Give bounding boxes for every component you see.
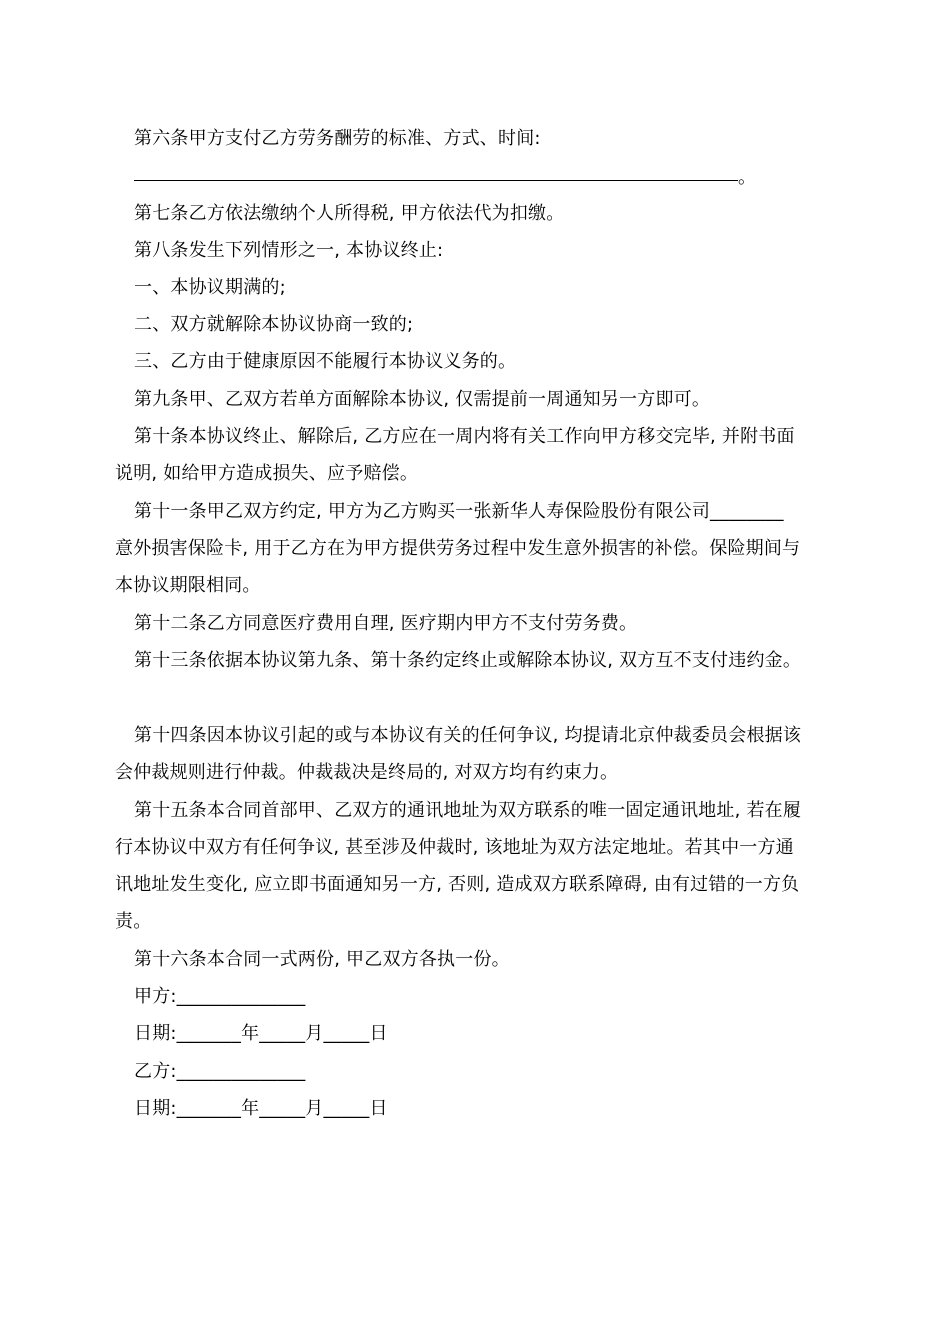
article-8-item-2: 二、双方就解除本协议协商一致的;	[134, 314, 414, 335]
party-b-date: 日期:_______年_____月_____日	[134, 1098, 388, 1119]
article-8-text: 第八条发生下列情形之一, 本协议终止:	[134, 240, 444, 261]
party-b-signature: 乙方:______________	[134, 1061, 306, 1082]
article-10-line-2: 说明, 如给甲方造成损失、应予赔偿。	[115, 463, 419, 484]
article-15-line-3: 讯地址发生变化, 应立即书面通知另一方, 否则, 造成双方联系障碍, 由有过错的一方负	[115, 874, 800, 895]
article-7-text: 第七条乙方依法缴纳个人所得税, 甲方依法代为扣缴。	[134, 203, 565, 224]
article-6-text: 第六条甲方支付乙方劳务酬劳的标准、方式、时间:	[134, 128, 541, 149]
article-15-line-1: 第十五条本合同首部甲、乙双方的通讯地址为双方联系的唯一固定通讯地址, 若在履	[134, 800, 802, 821]
article-16-text: 第十六条本合同一式两份, 甲乙双方各执一份。	[134, 949, 510, 970]
article-9-text: 第九条甲、乙双方若单方面解除本协议, 仅需提前一周通知另一方即可。	[134, 389, 711, 410]
article-10-line-1: 第十条本协议终止、解除后, 乙方应在一周内将有关工作向甲方移交完毕, 并附书面	[134, 426, 795, 447]
article-11-line-1: 第十一条甲乙双方约定, 甲方为乙方购买一张新华人寿保险股份有限公司________	[134, 501, 784, 522]
party-a-signature: 甲方:______________	[134, 986, 306, 1007]
fill-in-blank-line	[134, 180, 738, 181]
article-11-line-2: 意外损害保险卡, 用于乙方在为甲方提供劳务过程中发生意外损害的补偿。保险期间与	[115, 538, 801, 559]
party-a-date: 日期:_______年_____月_____日	[134, 1023, 388, 1044]
article-13-text: 第十三条依据本协议第九条、第十条约定终止或解除本协议, 双方互不支付违约金。	[134, 650, 802, 671]
article-8-item-3: 三、乙方由于健康原因不能履行本协议义务的。	[134, 351, 517, 372]
article-15-line-4: 责。	[115, 911, 152, 932]
article-14-line-2: 会仲裁规则进行仲裁。仲裁裁决是终局的, 对双方均有约束力。	[115, 762, 619, 783]
article-12-text: 第十二条乙方同意医疗费用自理, 医疗期内甲方不支付劳务费。	[134, 613, 638, 634]
article-8-item-1: 一、本协议期满的;	[134, 277, 286, 298]
blank-line-period: 。	[738, 167, 756, 188]
article-14-line-1: 第十四条因本协议引起的或与本协议有关的任何争议, 均提请北京仲裁委员会根据该	[134, 725, 802, 746]
article-11-line-3: 本协议期限相同。	[115, 575, 261, 596]
article-15-line-2: 行本协议中双方有任何争议, 甚至涉及仲裁时, 该地址为双方法定地址。若其中一方通	[115, 837, 794, 858]
